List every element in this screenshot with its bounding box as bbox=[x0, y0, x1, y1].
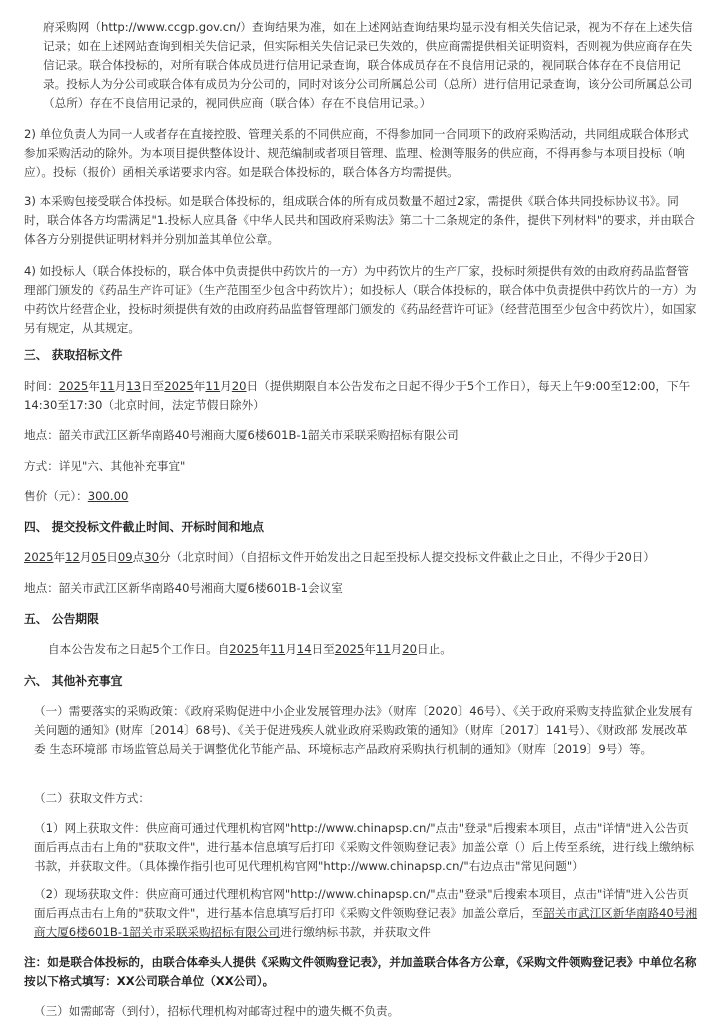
time-label: 时间： bbox=[24, 379, 59, 393]
period-text: 自本公告发布之日起5个工作日。自 bbox=[48, 642, 230, 656]
time-rest: （提供期限自本公告发布之日起不得少于5个工作日），每天上午9:00至12:00，下午14:30至17:30（北京时间，法定节假日除外） bbox=[24, 379, 691, 412]
onsite-address: 韶关市武江区新华南路40号湘商大厦6楼601B-1韶关市采联采购招标有限公司 bbox=[34, 906, 698, 939]
day-char: 日 bbox=[246, 379, 259, 393]
start-day: 13 bbox=[126, 379, 142, 393]
day-char: 日 bbox=[106, 550, 118, 564]
end-year: 2025 bbox=[164, 379, 194, 393]
onsite-acquire bbox=[34, 885, 698, 942]
deadline-year: 2025 bbox=[24, 550, 54, 564]
month-char: 月 bbox=[285, 642, 297, 656]
month-char: 月 bbox=[220, 379, 232, 393]
section-6-heading: 六、 其他补充事宜 bbox=[24, 674, 123, 688]
opening-location: 地点：韶关市武江区新华南路40号湘商大厦6楼601B-1会议室 bbox=[24, 581, 343, 595]
policy-paragraph bbox=[34, 702, 698, 759]
requirement-item-3-text: 3) 本采购包接受联合体投标。如是联合体投标的，组成联合体的所有成员数量不超过2家，需提供《联合体共同投标协议书》。同时，联合体各方均需满足"1.投标人应具备《中华人民共和国政府采购法》第二十二条规定的条件，提供下列材料"的要求，并由联合体各方分别提供证明材料并分别加盖其单位公章。 bbox=[24, 194, 695, 246]
consortium-note bbox=[24, 953, 698, 991]
end-day: 20 bbox=[231, 379, 247, 393]
deadline-month: 12 bbox=[65, 550, 80, 564]
deadline bbox=[24, 548, 698, 567]
month-char: 月 bbox=[79, 550, 92, 564]
acquire-time-text bbox=[24, 377, 698, 415]
credit-record-text: 府采购网（http://www.ccgp.gov.cn/）查询结果为准，如在上述网站查询结果均显示没有相关失信记录，视为不存在上述失信记录；如在上述网站查询到相关失信记录，但实际相关失信记录已失效的，供应商需提供相关证明资料，否则视为供应商存在失信记录。联合体投标的，对所有联合体成员进行信用记录查询，联合体成员存在不良信用记录的，视同联合体存在不良信用记录。投标人为分公司或联合体有成员为分公司的，同时对该分公司所属总公司（总所）进行信用记录查询，该分公司所属总公司（总所）存在不良信用记录的，视同供应商（联合体）存在不良信用记录。） bbox=[43, 20, 693, 110]
deadline-rest: （北京时间）（自招标文件开始发出之日起至投标人提交投标文件截止之日止，不得少于20日） bbox=[170, 550, 655, 564]
onsite-acquire-text bbox=[34, 885, 698, 942]
price-label: 售价（元）： bbox=[24, 489, 88, 503]
day-end-char: 日止。 bbox=[417, 642, 452, 656]
requirement-item-3 bbox=[24, 192, 698, 249]
hour-char: 点 bbox=[132, 550, 145, 564]
year-char: 年 bbox=[193, 379, 206, 393]
year-char: 年 bbox=[258, 642, 271, 656]
acquire-location: 地点：韶关市武江区新华南路40号湘商大厦6楼601B-1韶关市采联采购招标有限公司 bbox=[24, 428, 459, 442]
requirement-item-4-text: 4) 如投标人（联合体投标的，联合体中负责提供中药饮片的一方）为中药饮片的生产厂家，投标时须提供有效的由政府药品监督管理部门颁发的《药品生产许可证》（生产范围至少包含中药饮片）；如投标人（联合体投标的，联合体中负责提供中药饮片的一方）为中药饮片经营企业，投标时须提供有效的由政府药品监督管理部门颁发的《药品经营许可证》（经营范围至少包含中药饮片），如国家另有规定，从其规定。 bbox=[24, 264, 697, 335]
requirement-item-2 bbox=[24, 125, 698, 182]
start-month: 11 bbox=[99, 379, 115, 393]
price bbox=[24, 487, 128, 506]
price-value: 300.00 bbox=[87, 489, 129, 503]
notice-period bbox=[48, 640, 698, 659]
period-start-month: 11 bbox=[270, 642, 286, 656]
deadline-day: 05 bbox=[91, 550, 107, 564]
year-char: 年 bbox=[364, 642, 376, 656]
minute-char: 分 bbox=[159, 550, 171, 564]
end-month: 11 bbox=[205, 379, 221, 393]
period-end-month: 11 bbox=[375, 642, 391, 656]
start-year: 2025 bbox=[58, 379, 89, 393]
acquire-method: 方式：详见"六、其他补充事宜" bbox=[24, 459, 186, 473]
acquire-time bbox=[24, 377, 698, 415]
policy-text: （一）需要落实的采购政策：《政府采购促进中小企业发展管理办法》（财库〔2020〕46号）、《关于政府采购支持监狱企业发展有关问题的通知》(财库〔2014〕68号)、《关于促进残疾人就业政府采购政策的通知》（财库〔2017〕141号）、《财政部 发展改革委 生态环境部 市场监管总局关于调整优化节能产品、环境标志产品政府采购执行机制的通知》（财库〔2019〕9号）等。 bbox=[34, 704, 693, 756]
onsite-text-c: 进行缴纳标书款，并获取文件 bbox=[280, 925, 431, 939]
year-char: 年 bbox=[88, 379, 100, 393]
acquire-method-heading: （二）获取文件方式： bbox=[34, 791, 150, 805]
section-5-heading: 五、 公告期限 bbox=[24, 612, 99, 626]
period-start-year: 2025 bbox=[229, 642, 259, 656]
online-acquire-text: （1）网上获取文件：供应商可通过代理机构官网"http://www.chinapsp.cn/"点击"登录"后搜索本项目，点击"详情"进入公告页面后再点击右上角的"获取文件"，进行基本信息填写后打印《采购文件领购登记表》加盖公章（）后上传至系统，进行线上缴纳标书款，并获取文件。（具体操作指引也可见代理机构官网"http://www.chinapsp.cn/"右边点击"常见问题"） bbox=[34, 821, 694, 873]
consortium-note-text: 注：如是联合体投标的，由联合体牵头人提供《采购文件领购登记表》，并加盖联合体各方公章，《采购文件领购登记表》中单位名称按以下格式填写：XX公司联合单位（XX公司）。 bbox=[24, 955, 697, 988]
online-acquire bbox=[34, 819, 698, 876]
deadline-hour: 09 bbox=[117, 550, 133, 564]
period-end-year: 2025 bbox=[334, 642, 365, 656]
period-start-day: 14 bbox=[296, 642, 312, 656]
onsite-text-a: （2）现场获取文件：供应商可通过代理机构官网"http://www.chinapsp.cn/"点击"登录"后搜索本项目，点击"详情"进入公告页面后再点击右上角的"获取文件"，进行基本信息填写后打印《采购文件领购登记表》加盖公章后，至 bbox=[34, 887, 689, 920]
period-end-day: 20 bbox=[402, 642, 418, 656]
requirement-item-2-text: 2) 单位负责人为同一人或者存在直接控股、管理关系的不同供应商，不得参加同一合同项下的政府采购活动，共同组成联合体形式参加采购活动的除外。为本项目提供整体设计、规范编制或者项目管理、监理、检测等服务的供应商，不得再参与本项目投标（响应）。投标（报价）函相关承诺要求内容。如是联合体投标的，联合体各方均需提供。 bbox=[24, 127, 689, 179]
month-char: 月 bbox=[390, 642, 403, 656]
day-to-char: 日至 bbox=[141, 379, 165, 393]
credit-record-paragraph bbox=[43, 18, 698, 113]
mail-note: （三）如需邮寄（到付），招标代理机构对邮寄过程中的遗失概不负责。 bbox=[34, 1004, 400, 1018]
section-4-heading: 四、 提交投标文件截止时间、开标时间和地点 bbox=[24, 520, 265, 534]
year-char: 年 bbox=[53, 550, 66, 564]
section-3-heading: 三、 获取招标文件 bbox=[24, 348, 123, 362]
day-to-char: 日至 bbox=[311, 642, 335, 656]
deadline-minute: 30 bbox=[144, 550, 160, 564]
requirement-item-4 bbox=[24, 262, 698, 338]
month-char: 月 bbox=[114, 379, 127, 393]
